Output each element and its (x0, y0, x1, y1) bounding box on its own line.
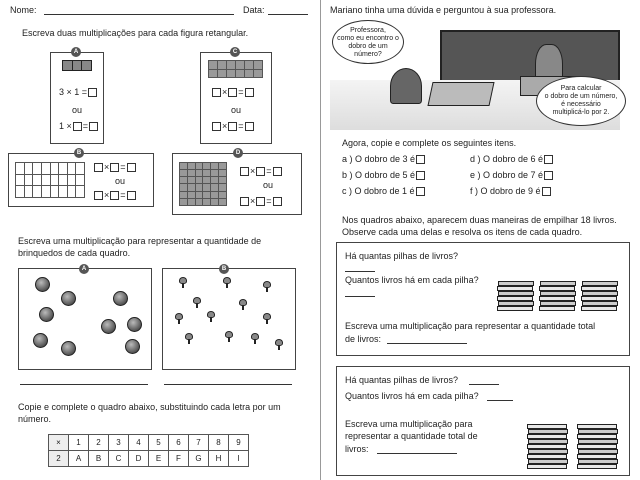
book-icon (577, 434, 617, 439)
figure-d-frame (172, 153, 302, 215)
answer-box[interactable] (240, 197, 249, 206)
student-figure (390, 68, 422, 104)
box2-q3b: representar a quantidade total de (345, 431, 478, 441)
toys-a-badge: A (79, 264, 89, 274)
table-cell: 7 (189, 435, 209, 451)
book-icon (497, 286, 533, 291)
times-sign: × (104, 162, 110, 172)
item-c: c ) O dobro de 1 é (342, 186, 415, 196)
box1-q3b: de livros: (345, 334, 382, 344)
box1-q3: Escreva uma multiplicação para representar a quantidade total (345, 321, 596, 331)
desk (427, 82, 494, 106)
book-icon (528, 459, 568, 464)
answer-box[interactable] (256, 167, 265, 176)
answer-box[interactable] (542, 187, 551, 196)
answer-box[interactable] (416, 187, 425, 196)
book-icon (578, 429, 618, 434)
box1-q2: Quantos livros há em cada pilha? (345, 275, 479, 285)
book-icon (527, 424, 567, 429)
equals-sign: = (266, 166, 272, 176)
spinning-top-icon (263, 281, 271, 292)
ball-toy-icon (125, 339, 140, 354)
table-cell: 8 (209, 435, 229, 451)
figure-d-badge: D (233, 148, 243, 158)
spinning-top-icon (275, 339, 283, 350)
table-cell: G (189, 451, 209, 467)
times-sign: × (250, 196, 256, 206)
answer-line[interactable] (345, 271, 375, 272)
book-icon (497, 306, 533, 311)
spinning-top-icon (207, 311, 215, 322)
answer-box[interactable] (127, 191, 136, 200)
bubble-line: Para calcular (560, 85, 602, 92)
table-cell: 2 (49, 451, 69, 467)
box2-q3a: Escreva uma multiplicação para (345, 419, 473, 429)
book-icon (527, 454, 567, 459)
book-icon (581, 296, 617, 301)
table-cell: 5 (149, 435, 169, 451)
answer-box[interactable] (94, 163, 103, 172)
item-e: e ) O dobro de 7 é (470, 170, 544, 180)
figure-a-ou: ou (72, 105, 83, 115)
answer-box[interactable] (245, 122, 254, 131)
student-speech-bubble (332, 20, 404, 64)
book-icon (498, 281, 534, 286)
book-icon (581, 286, 617, 291)
table-cell: H (209, 451, 229, 467)
answer-box[interactable] (245, 88, 254, 97)
book-icon (578, 439, 618, 444)
date-label: Data: (243, 5, 265, 15)
books-box-2 (336, 366, 630, 476)
table-cell: 2 (89, 435, 109, 451)
answer-line[interactable] (469, 384, 499, 385)
book-icon (528, 429, 568, 434)
answer-box[interactable] (544, 155, 553, 164)
bubble-line: como eu encontro o (337, 35, 399, 42)
book-icon (539, 286, 575, 291)
book-icon (528, 449, 568, 454)
ball-toy-icon (35, 277, 50, 292)
table-cell: 6 (169, 435, 189, 451)
ex3-instruction-2: número. (18, 414, 52, 424)
figure-b-ou: ou (115, 176, 126, 186)
figure-c-ou: ou (231, 105, 242, 115)
toys-frame-b (162, 268, 296, 370)
ball-toy-icon (127, 317, 142, 332)
figure-c-badge: C (230, 47, 240, 57)
ball-toy-icon (39, 307, 54, 322)
box2-q3c: livros: (345, 444, 369, 454)
bubble-line: dobro de um (348, 43, 388, 50)
spinning-top-icon (179, 277, 187, 288)
table-cell: D (129, 451, 149, 467)
item-d: d ) O dobro de 6 é (470, 154, 544, 164)
books-intro-2: Observe cada uma delas e resolva os itens de cada quadro. (342, 227, 583, 237)
name-line[interactable] (44, 14, 234, 15)
spinning-top-icon (223, 277, 231, 288)
bubble-line: Professora, (350, 27, 386, 34)
table-cell: C (109, 451, 129, 467)
figure-d-ou: ou (263, 180, 274, 190)
copy-instruction: Agora, copie e complete os seguintes itens. (342, 138, 517, 148)
answer-box[interactable] (228, 88, 237, 97)
times-sign: × (222, 121, 228, 131)
answer-box[interactable] (212, 122, 221, 131)
table-cell: E (149, 451, 169, 467)
book-icon (527, 464, 567, 469)
spinning-top-icon (193, 297, 201, 308)
spinning-top-icon (175, 313, 183, 324)
book-icon (578, 459, 618, 464)
book-icon (578, 449, 618, 454)
books-box-1 (336, 242, 630, 356)
story-intro: Mariano tinha uma dúvida e perguntou à sua professora. (330, 5, 557, 15)
multiplication-table (48, 434, 249, 467)
name-label: Nome: (10, 5, 37, 15)
bubble-line: número? (354, 51, 382, 58)
answer-box[interactable] (256, 197, 265, 206)
equals-sign: = (120, 190, 126, 200)
teacher-speech-bubble (536, 76, 626, 126)
times-sign: × (222, 87, 228, 97)
figure-b-frame (8, 153, 154, 207)
ball-toy-icon (113, 291, 128, 306)
book-icon (527, 444, 567, 449)
book-icon (497, 296, 533, 301)
ball-toy-icon (33, 333, 48, 348)
book-icon (527, 434, 567, 439)
times-sign: × (250, 166, 256, 176)
figure-d-grid (179, 162, 227, 206)
equals-sign: = (266, 196, 272, 206)
book-icon (582, 291, 618, 296)
item-b: b ) O dobro de 5 é (342, 170, 416, 180)
figure-b-grid (15, 162, 85, 198)
figure-a-line2: 1 × (59, 121, 72, 131)
ex1-instruction: Escreva duas multiplicações para cada figura retangular. (22, 28, 249, 38)
answer-box[interactable] (212, 88, 221, 97)
ex2-instruction-1: Escreva uma multiplicação para representar a quantidade de (18, 236, 262, 246)
book-icon (498, 301, 534, 306)
figure-a-badge: A (71, 47, 81, 57)
spinning-top-icon (251, 333, 259, 344)
book-icon (528, 439, 568, 444)
bubble-line: o dobro de um número, (544, 93, 618, 100)
times-sign: × (104, 190, 110, 200)
answer-box[interactable] (127, 163, 136, 172)
book-icon (582, 281, 618, 286)
figure-c-grid (208, 60, 263, 78)
book-icon (540, 301, 576, 306)
table-cell: B (89, 451, 109, 467)
book-icon (577, 454, 617, 459)
figure-a-line1: 3 × 1 = (59, 87, 88, 97)
answer-box[interactable] (88, 88, 97, 97)
spinning-top-icon (263, 313, 271, 324)
book-icon (498, 291, 534, 296)
answer-box[interactable] (544, 171, 553, 180)
ex3-instruction-1: Copie e complete o quadro abaixo, substituindo cada letra por um (18, 402, 281, 412)
answer-box[interactable] (416, 155, 425, 164)
box1-q1: Há quantas pilhas de livros? (345, 251, 459, 261)
page-divider (320, 0, 321, 480)
table-cell: 3 (109, 435, 129, 451)
ball-toy-icon (101, 319, 116, 334)
answer-box[interactable] (273, 167, 282, 176)
spinning-top-icon (225, 331, 233, 342)
box2-q1: Há quantas pilhas de livros? (345, 375, 459, 385)
answer-box[interactable] (94, 191, 103, 200)
books-intro-1: Nos quadros abaixo, aparecem duas maneiras de empilhar 18 livros. (342, 215, 617, 225)
answer-line[interactable] (387, 343, 467, 344)
book-icon (540, 291, 576, 296)
table-cell: F (169, 451, 189, 467)
equals-sign: = (120, 162, 126, 172)
toys-b-badge: B (219, 264, 229, 274)
book-icon (577, 464, 617, 469)
item-f: f ) O dobro de 9 é (470, 186, 541, 196)
item-a: a ) O dobro de 3 é (342, 154, 416, 164)
table-cell: I (229, 451, 249, 467)
answer-box[interactable] (110, 191, 119, 200)
answer-line-a[interactable] (20, 384, 148, 385)
book-icon (581, 306, 617, 311)
answer-line[interactable] (487, 400, 513, 401)
bubble-line: multiplicá-lo por 2. (552, 109, 610, 116)
answer-box[interactable] (89, 122, 98, 131)
answer-line[interactable] (345, 296, 375, 297)
figure-a-frame (50, 52, 104, 144)
answer-box[interactable] (73, 122, 82, 131)
equals-sign: = (82, 121, 89, 131)
book-stacks-2x9 (527, 373, 623, 469)
book-icon (539, 296, 575, 301)
book-icon (577, 444, 617, 449)
spinning-top-icon (239, 299, 247, 310)
ball-toy-icon (61, 341, 76, 356)
date-line[interactable] (268, 14, 308, 15)
answer-box[interactable] (416, 171, 425, 180)
answer-box[interactable] (240, 167, 249, 176)
table-cell: × (49, 435, 69, 451)
book-stacks-3x6 (497, 251, 621, 311)
answer-box[interactable] (273, 197, 282, 206)
table-cell: 9 (229, 435, 249, 451)
bubble-line: é necessário (561, 101, 601, 108)
figure-a-rect (62, 60, 92, 71)
book-icon (577, 424, 617, 429)
book-icon (582, 301, 618, 306)
table-cell: A (69, 451, 89, 467)
answer-line-b[interactable] (164, 384, 292, 385)
answer-box[interactable] (228, 122, 237, 131)
ex2-instruction-2: brinquedos de cada quadro. (18, 248, 131, 258)
equals-sign: = (238, 121, 244, 131)
book-icon (539, 306, 575, 311)
book-icon (540, 281, 576, 286)
ball-toy-icon (61, 291, 76, 306)
equals-sign: = (238, 87, 244, 97)
figure-b-badge: B (74, 148, 84, 158)
answer-box[interactable] (110, 163, 119, 172)
toys-frame-a (18, 268, 152, 370)
figure-c-frame (200, 52, 272, 144)
table-cell: 1 (69, 435, 89, 451)
box2-q2: Quantos livros há em cada pilha? (345, 391, 479, 401)
table-cell: 4 (129, 435, 149, 451)
spinning-top-icon (185, 333, 193, 344)
answer-line[interactable] (377, 453, 457, 454)
